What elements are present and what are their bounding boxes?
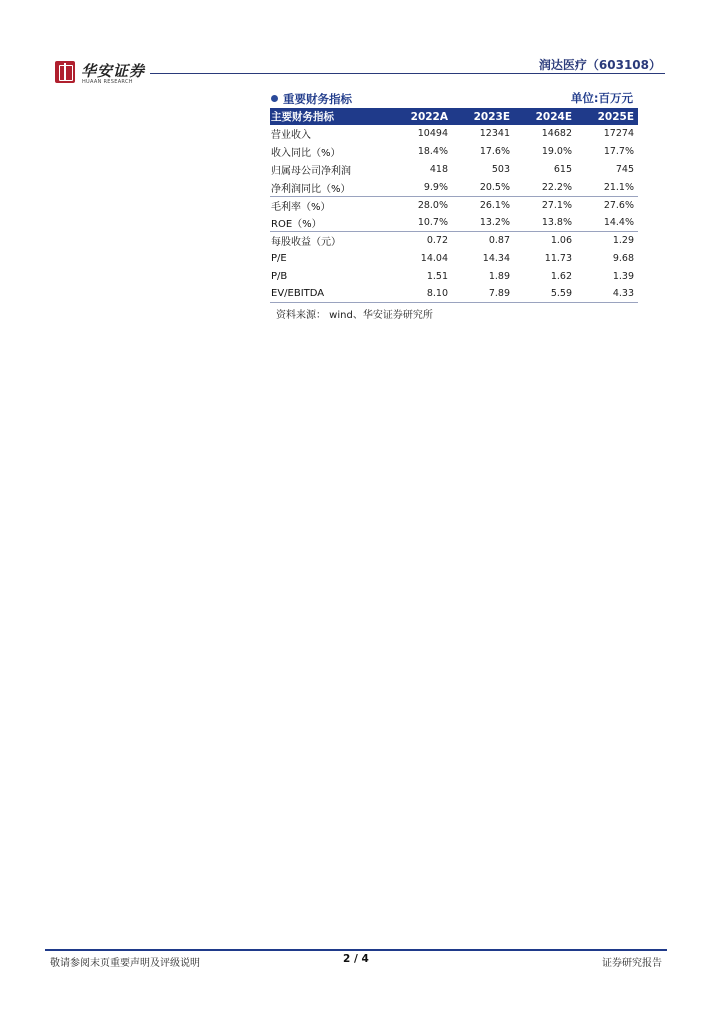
table-cell: 13.2% — [479, 217, 510, 229]
table-row — [270, 161, 638, 179]
bullet-icon — [271, 95, 278, 102]
table-cell: 21.1% — [603, 181, 634, 193]
table-cell: 18.4% — [417, 146, 448, 158]
table-cell: 745 — [615, 163, 634, 175]
huaan-logo-icon — [55, 61, 75, 83]
column-header: 2023E — [473, 110, 510, 123]
table-cell: 9.9% — [423, 181, 448, 193]
brand-name-en: HUAAN RESEARCH — [82, 79, 133, 85]
table-cell: 12341 — [479, 128, 510, 140]
table-cell: 27.6% — [576, 196, 638, 214]
column-header: 2025E — [597, 110, 634, 123]
column-header: 主要财务指标 — [271, 111, 334, 123]
table-cell: 10494 — [417, 128, 448, 140]
row-label: 毛利率（%） — [270, 196, 390, 214]
table-cell: 0.87 — [452, 232, 514, 250]
row-label: P/B — [271, 270, 288, 282]
brand-name: 华安证券 — [81, 62, 146, 80]
table-cell: 17274 — [603, 128, 634, 140]
table-cell: 17.6% — [479, 146, 510, 158]
row-label: ROE（%） — [271, 219, 322, 231]
table-cell: 14.04 — [420, 252, 448, 264]
table-cell: 14.34 — [482, 252, 510, 264]
table-cell: 9.68 — [612, 252, 634, 264]
table-cell: 27.1% — [514, 196, 576, 214]
table-cell: 14.4% — [603, 217, 634, 229]
table-cell: 1.06 — [514, 232, 576, 250]
table-row — [270, 214, 638, 232]
financial-section — [270, 90, 638, 321]
row-label: EV/EBITDA — [270, 285, 390, 303]
report-header-title: 润达医疗（603108） — [538, 58, 661, 72]
table-cell: 20.5% — [479, 181, 510, 193]
table-cell: 19.0% — [541, 146, 572, 158]
row-label: 收入同比（%） — [271, 148, 341, 160]
table-cell: 5.59 — [514, 285, 576, 303]
table-row — [270, 196, 638, 214]
section-title: 重要财务指标 — [283, 92, 352, 106]
table-row — [270, 267, 638, 285]
table-cell: 13.8% — [541, 217, 572, 229]
table-row — [270, 232, 638, 250]
table-cell: 10.7% — [417, 217, 448, 229]
table-cell: 418 — [429, 163, 448, 175]
table-cell: 22.2% — [541, 181, 572, 193]
table-cell: 11.73 — [544, 252, 572, 264]
column-header: 2022A — [410, 110, 448, 123]
table-row — [270, 178, 638, 196]
header-divider — [150, 73, 665, 74]
table-cell: 26.1% — [452, 196, 514, 214]
table-row — [270, 250, 638, 268]
table-cell: 14682 — [541, 128, 572, 140]
section-header — [270, 90, 638, 108]
footer-disclaimer: 敬请参阅末页重要声明及评级说明 — [50, 958, 200, 969]
column-header: 2024E — [535, 110, 572, 123]
table-cell: 28.0% — [390, 196, 452, 214]
table-row — [270, 285, 638, 303]
row-label: P/E — [271, 252, 287, 264]
table-cell: 7.89 — [452, 285, 514, 303]
footer-divider — [45, 949, 667, 951]
table-cell: 503 — [491, 163, 510, 175]
financial-table — [270, 108, 638, 303]
table-header-row — [270, 108, 638, 125]
table-cell: 1.29 — [576, 232, 638, 250]
table-cell: 1.89 — [488, 270, 510, 282]
table-cell: 8.10 — [390, 285, 452, 303]
footer-report-type: 证券研究报告 — [602, 958, 662, 969]
row-label: 归属母公司净利润 — [271, 165, 351, 177]
row-label: 营业收入 — [271, 130, 311, 142]
table-cell: 4.33 — [576, 285, 638, 303]
row-label: 每股收益（元） — [270, 232, 390, 250]
data-source-note: 资料来源： wind、华安证券研究所 — [276, 310, 433, 322]
page-number: 2 / 4 — [343, 953, 369, 965]
table-cell: 1.62 — [550, 270, 572, 282]
table-cell: 0.72 — [390, 232, 452, 250]
row-label: 净利润同比（%） — [271, 183, 351, 195]
table-cell: 1.51 — [426, 270, 448, 282]
table-row — [270, 125, 638, 143]
table-cell: 17.7% — [603, 146, 634, 158]
unit-label: 单位:百万元 — [570, 91, 633, 105]
table-cell: 615 — [553, 163, 572, 175]
table-cell: 1.39 — [612, 270, 634, 282]
table-row — [270, 143, 638, 161]
